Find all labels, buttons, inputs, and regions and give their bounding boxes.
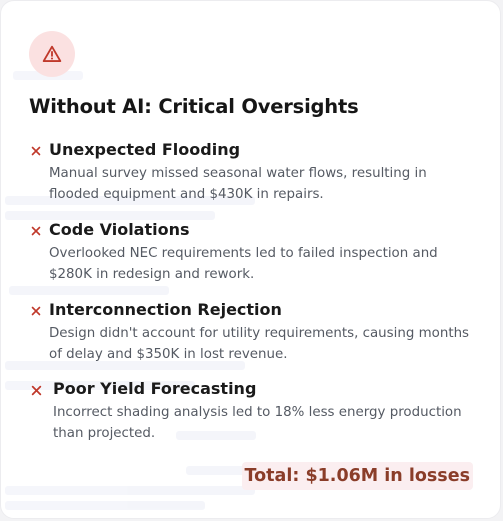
- close-x-icon: [29, 224, 43, 238]
- close-x-icon: [29, 304, 43, 318]
- warning-badge: [29, 31, 75, 77]
- close-x-icon: [29, 383, 43, 397]
- item-heading: Code Violations: [49, 220, 190, 239]
- item-description: Design didn't account for utility requirements, causing months of delay and $350K in lost revenue.: [49, 326, 470, 362]
- background-watermark: [1, 61, 301, 519]
- item-heading: Interconnection Rejection: [49, 300, 282, 319]
- item-heading: Poor Yield Forecasting: [53, 379, 257, 398]
- total-losses-badge: Total: $1.06M in losses: [242, 462, 473, 490]
- close-x-icon: [29, 144, 43, 158]
- card-title: Without AI: Critical Oversights: [29, 95, 359, 118]
- item-heading: Unexpected Flooding: [49, 140, 241, 159]
- item-description: Incorrect shading analysis led to 18% less energy production than projected.: [53, 405, 462, 441]
- item-description: Manual survey missed seasonal water flows, resulting in flooded equipment and $430K in repairs.: [49, 166, 427, 202]
- item-description: Overlooked NEC requirements led to failed inspection and $280K in redesign and rework.: [49, 246, 438, 282]
- warning-triangle-icon: [42, 44, 62, 64]
